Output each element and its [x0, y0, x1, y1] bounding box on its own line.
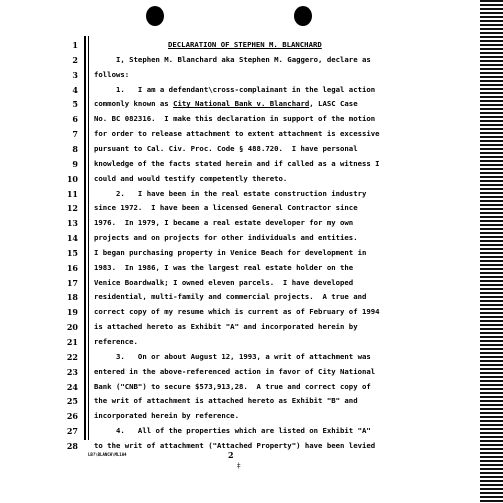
line-number: 3 [72, 69, 78, 80]
line-number: 8 [72, 143, 78, 154]
punch-hole-right [294, 6, 312, 26]
text-line: 4. All of the properties which are listed on Exhibit "A" [94, 426, 371, 436]
line-number: 21 [66, 337, 78, 347]
line-number: 13 [66, 218, 78, 229]
line-number: 16 [66, 262, 78, 273]
line-number: 12 [66, 203, 78, 214]
text-segment: , LASC Case [309, 99, 358, 109]
line-number: 24 [66, 381, 78, 392]
line-number: 9 [72, 158, 78, 169]
text-line: Venice Boardwalk; I owned eleven parcels. I have developed [94, 277, 354, 287]
margin-rule-inner [88, 36, 89, 440]
line-number: 18 [66, 292, 78, 303]
line-number: 7 [72, 129, 78, 140]
line-number: 5 [72, 99, 78, 110]
line-number: 6 [72, 114, 78, 125]
line-number: 2 [72, 54, 78, 65]
text-line: pursuant to Cal. Civ. Proc. Code § 488.720. I have personal [94, 143, 358, 153]
line-number: 23 [66, 366, 78, 377]
footer-file-code: LB?\BLANCH\ML1A4 [88, 452, 127, 457]
text-line: to the writ of attachment ("Attached Property") have been levied [94, 440, 376, 450]
text-line: 3. On or about August 12, 1993, a writ of attachment was [94, 351, 371, 361]
page-number: 2 [228, 450, 234, 460]
text-line: since 1972. I have been a licensed General Contractor since [94, 203, 358, 213]
text-line: for order to release attachment to extent attachment is excessive [94, 129, 380, 139]
text-line [94, 99, 480, 109]
text-line: 1. I am a defendant\cross-complainant in the legal action [94, 84, 376, 94]
text-line: I, Stephen M. Blanchard aka Stephen M. Gaggero, declare as [94, 54, 371, 64]
line-number: 27 [66, 426, 78, 437]
text-line: reference. [94, 337, 138, 346]
line-number: 10 [66, 173, 78, 184]
text-line: is attached hereto as Exhibit "A" and incorporated herein by [94, 322, 358, 332]
case-name: City National Bank v. Blanchard [173, 99, 310, 109]
text-line: residential, multi-family and commercial projects. A true and [94, 292, 367, 302]
line-number: 22 [66, 351, 78, 362]
text-line: incorporated herein by reference. [94, 411, 239, 421]
text-line: entered in the above-referenced action in favor of City National [94, 366, 376, 376]
text-line: 1976. In 1979, I became a real estate developer for my own [94, 218, 354, 228]
text-line: knowledge of the facts stated herein and if called as a witness I [94, 158, 380, 168]
document-title: DECLARATION OF STEPHEN M. BLANCHARD [168, 40, 322, 49]
text-line: I began purchasing property in Venice Beach for development in [94, 247, 367, 257]
text-segment: commonly known as [94, 99, 174, 109]
line-number: 4 [72, 84, 78, 95]
line-number: 17 [66, 277, 78, 288]
line-number: 26 [66, 411, 78, 422]
line-number: 28 [66, 440, 78, 451]
line-number: 19 [66, 307, 78, 318]
line-number: 14 [66, 233, 78, 244]
text-line: 1983. In 1986, I was the largest real estate holder on the [94, 262, 354, 272]
text-line: correct copy of my resume which is current as of February of 1994 [94, 307, 380, 317]
line-number: 25 [66, 396, 78, 407]
text-line: could and would testify competently thereto. [94, 173, 288, 183]
text-line: No. BC 082316. I make this declaration in support of the motion [94, 114, 376, 124]
text-line: 2. I have been in the real estate construction industry [94, 188, 367, 198]
scan-edge-artifact [480, 0, 503, 503]
line-number: 1 [72, 40, 78, 50]
text-line: Bank ("CNB") to secure $573,913,28. A true and correct copy of [94, 381, 371, 391]
line-number: 15 [66, 247, 78, 258]
line-number: 20 [66, 322, 78, 333]
text-line: projects and on projects for other individuals and entities. [94, 233, 358, 243]
line-number: 11 [66, 188, 78, 199]
text-line: the writ of attachment is attached hereto as Exhibit "B" and [94, 396, 358, 406]
text-line: follows: [94, 69, 130, 79]
footer-mark: ‡ [237, 462, 241, 470]
margin-rule [84, 36, 86, 440]
punch-hole-left [146, 6, 164, 26]
